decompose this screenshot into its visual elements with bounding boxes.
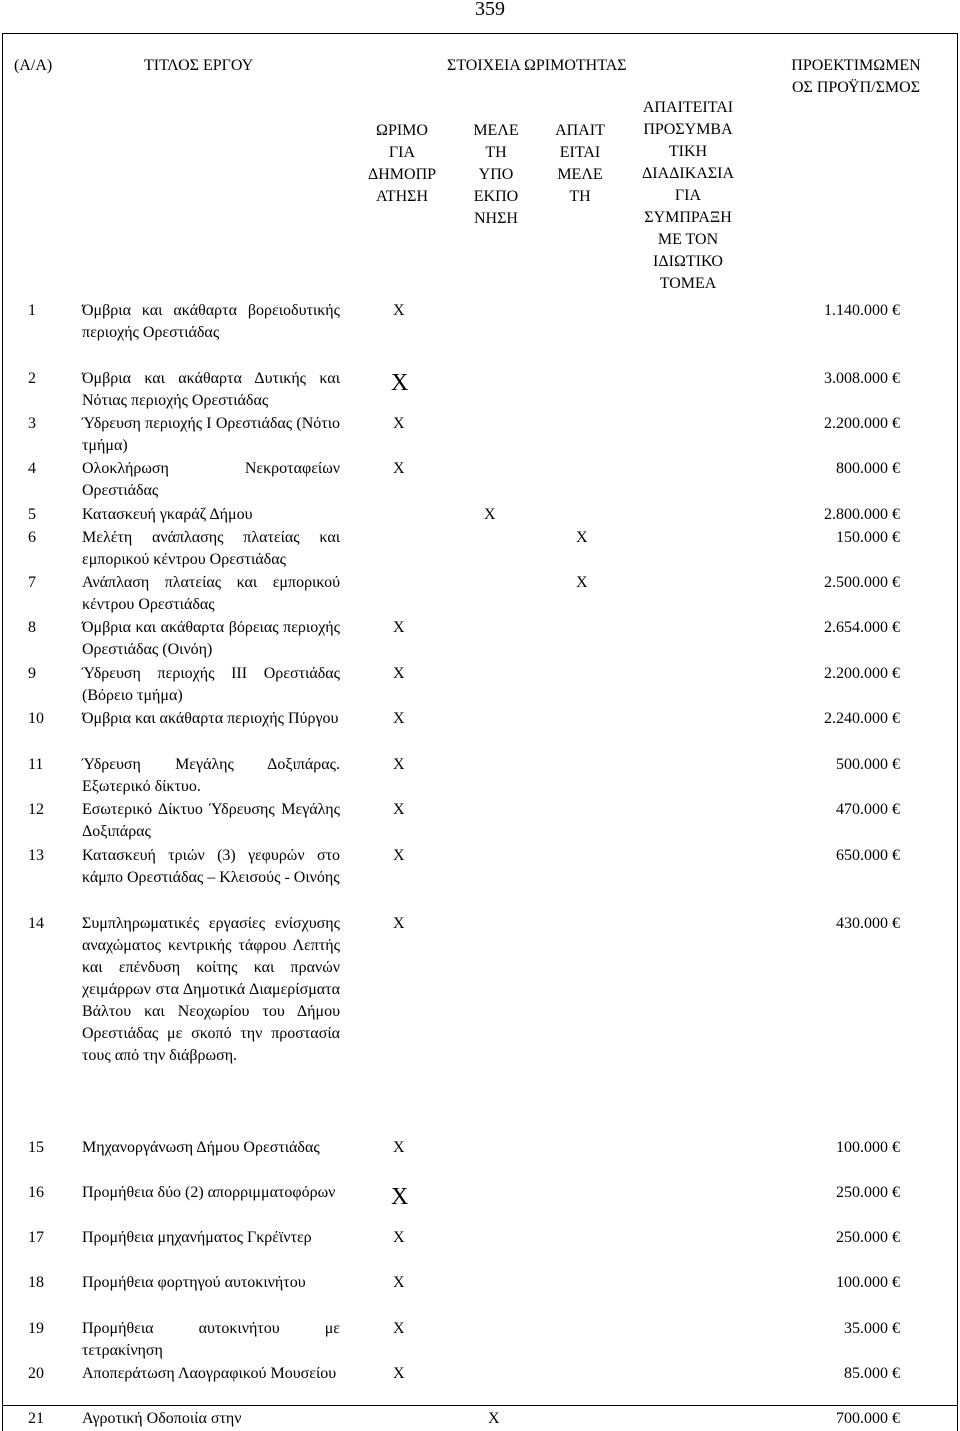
row-title: Προμήθεια δύο (2) απορριμματοφόρων (82, 1184, 336, 1201)
row-cost: 100.000 € (836, 1274, 900, 1291)
header-maturity: ΣΤΟΙΧΕΙΑ ΩΡΙΜΟΤΗΤΑΣ (447, 57, 627, 74)
sub-line: ΝΗΣΗ (474, 210, 518, 227)
row-mark: Χ (393, 847, 405, 864)
row-mark: Χ (393, 302, 405, 319)
sub-line: ΩΡΙΜΟ (376, 122, 428, 139)
row-number: 17 (28, 1229, 44, 1246)
header-sub-study (456, 120, 536, 230)
row-cost: 800.000 € (836, 460, 900, 477)
sub-line: ΓΙΑ (388, 144, 416, 161)
sub-line: ΑΠΑΙΤΕΙΤΑΙ (642, 99, 734, 116)
row-title: Προμήθεια μηχανήματος Γκρέϊντερ (82, 1229, 312, 1246)
row-mark: Χ (393, 619, 405, 636)
row-mark: Χ (393, 1320, 405, 1337)
row-mark: Χ (576, 574, 588, 591)
row-mark: Χ (393, 1229, 405, 1246)
sub-line: ΕΚΠΟ (473, 188, 519, 205)
row-cost: 2.200.000 € (824, 665, 900, 682)
row-number: 16 (28, 1184, 44, 1201)
sub-line: ΑΠΑΙΤ (555, 122, 605, 139)
row-mark: Χ (393, 710, 405, 727)
row-number: 9 (28, 665, 36, 682)
row-mark: Χ (393, 665, 405, 682)
row-number: 11 (28, 756, 44, 773)
row-cost: 470.000 € (836, 801, 900, 818)
row-title: Ύδρευση περιοχής ΙΙΙ Ορεστιάδας (Βόρειο τμήμα) (82, 665, 340, 704)
row-title: Ανάπλαση πλατείας και εμπορικού κέντρου Ορεστιάδας (82, 574, 340, 613)
row-number: 21 (28, 1410, 44, 1427)
header-title: ΤΙΤΛΟΣ ΕΡΓΟΥ (144, 57, 254, 74)
row-mark: Χ (393, 460, 405, 477)
row-cost: 3.008.000 € (824, 370, 900, 387)
header-budget (766, 55, 946, 99)
sub-line: ΣΥΜΠΡΑΞΗ (644, 209, 732, 226)
row-number: 13 (28, 847, 44, 864)
row-cost: 85.000 € (844, 1365, 900, 1382)
row-title: Όμβρια και ακάθαρτα περιοχής Πύργου (82, 710, 339, 727)
row-mark: Χ (393, 915, 405, 932)
row-mark: Χ (393, 1274, 405, 1291)
row-number: 6 (28, 529, 36, 546)
row-mark: Χ (484, 506, 496, 523)
row-mark: Χ (576, 529, 588, 546)
row-number: 5 (28, 506, 36, 523)
row-title: Προμήθεια φορτηγού αυτοκινήτου (82, 1274, 306, 1291)
sub-line: ΙΔΙΩΤΙΚΟ (653, 253, 723, 270)
row-mark: Χ (488, 1410, 500, 1427)
sub-line: ΓΙΑ (674, 187, 702, 204)
sub-line: ΜΕΛΕ (557, 166, 603, 183)
page-number: 359 (475, 0, 505, 20)
row-cost: 35.000 € (844, 1320, 900, 1337)
row-cost: 430.000 € (836, 915, 900, 932)
row-cost: 650.000 € (836, 847, 900, 864)
row-cost: 2.654.000 € (824, 619, 900, 636)
row-cost: 250.000 € (836, 1184, 900, 1201)
header-sub-requires-study (540, 120, 620, 208)
row-number: 14 (28, 915, 44, 932)
row-number: 2 (28, 370, 36, 387)
row-number: 4 (28, 460, 36, 477)
row-cost: 2.500.000 € (824, 574, 900, 591)
sub-line: ΠΡΟΣΥΜΒΑ (643, 121, 733, 138)
row-cost: 500.000 € (836, 756, 900, 773)
row-title: Εσωτερικό Δίκτυο Ύδρευσης Μεγάλης Δοξιπάρας (82, 801, 340, 840)
row-title: Ύδρευση περιοχής Ι Ορεστιάδας (Νότιο τμήμα) (82, 415, 340, 454)
sub-line: ΜΕ ΤΟΝ (657, 231, 719, 248)
row-cost: 1.140.000 € (824, 302, 900, 319)
row-title: Ολοκλήρωση Νεκροταφείων Ορεστιάδας (82, 460, 340, 499)
row-number: 1 (28, 302, 36, 319)
table-left-border (2, 33, 3, 1431)
row-title: Μελέτη ανάπλασης πλατείας και εμπορικού κέντρου Ορεστιάδας (82, 529, 340, 568)
table-rule (2, 1405, 958, 1406)
row-number: 20 (28, 1365, 44, 1382)
row-mark: Χ (393, 1139, 405, 1156)
row-title: Αποπεράτωση Λαογραφικού Μουσείου (82, 1365, 337, 1382)
sub-line: ΑΤΗΣΗ (376, 188, 428, 205)
header-budget-line1: ΠΡΟΕΚΤΙΜΩΜΕΝ (791, 57, 921, 74)
row-cost: 150.000 € (836, 529, 900, 546)
row-title: Προμήθεια αυτοκινήτου με τετρακίνηση (82, 1320, 340, 1359)
table-right-border (957, 33, 958, 1431)
header-sub-ready (352, 120, 452, 208)
row-cost: 250.000 € (836, 1229, 900, 1246)
row-title: Όμβρια και ακάθαρτα βορειοδυτικής περιοχής Ορεστιάδας (82, 302, 340, 341)
row-mark: Χ (393, 1365, 405, 1382)
row-number: 10 (28, 710, 44, 727)
sub-line: ΤΗ (485, 144, 507, 161)
header-sub-ppp (618, 97, 758, 295)
row-title: Κατασκευή τριών (3) γεφυρών στο κάμπο Ορεστιάδας – Κλεισούς - Οινόης (82, 847, 340, 886)
row-number: 15 (28, 1139, 44, 1156)
header-budget-line2: ΟΣ ΠΡΟΫΠ/ΣΜΟΣ (791, 79, 921, 96)
row-number: 7 (28, 574, 36, 591)
row-number: 18 (28, 1274, 44, 1291)
sub-line: ΔΙΑΔΙΚΑΣΙΑ (641, 165, 735, 182)
row-title: Κατασκευή γκαράζ Δήμου (82, 506, 253, 523)
row-mark: Χ (393, 801, 405, 818)
row-title: Αγροτική Οδοποιία στην (82, 1410, 242, 1427)
row-cost: 2.200.000 € (824, 415, 900, 432)
row-mark: Χ (393, 756, 405, 773)
row-cost: 100.000 € (836, 1139, 900, 1156)
row-cost: 2.240.000 € (824, 710, 900, 727)
row-mark: Χ (391, 1184, 409, 1210)
row-cost: 2.800.000 € (824, 506, 900, 523)
sub-line: ΤΗ (569, 188, 591, 205)
header-aa: (Α/Α) (14, 57, 53, 74)
sub-line: ΕΙΤΑΙ (559, 144, 601, 161)
sub-line: ΤΟΜΕΑ (659, 275, 717, 292)
row-number: 19 (28, 1320, 44, 1337)
row-title: Όμβρια και ακάθαρτα Δυτικής και Νότιας περιοχής Ορεστιάδας (82, 370, 340, 409)
table-top-rule (2, 33, 958, 34)
row-title: Μηχανοργάνωση Δήμου Ορεστιάδας (82, 1139, 320, 1156)
row-number: 3 (28, 415, 36, 432)
row-cost: 700.000 € (836, 1410, 900, 1427)
sub-line: ΜΕΛΕ (473, 122, 519, 139)
row-number: 8 (28, 619, 36, 636)
row-title: Όμβρια και ακάθαρτα βόρειας περιοχής Ορεστιάδας (Οινόη) (82, 619, 340, 658)
sub-line: ΔΗΜΟΠΡ (367, 166, 437, 183)
row-number: 12 (28, 801, 44, 818)
sub-line: ΤΙΚΗ (668, 143, 708, 160)
row-mark: Χ (391, 370, 409, 396)
row-mark: Χ (393, 415, 405, 432)
row-title: Συμπληρωματικές εργασίες ενίσχυσης αναχώματος κεντρικής τάφρου Λεπτής και επένδυση κοίτης και πρανών χειμάρρων στα Δημοτικά Διαμερίσματα Βάλτου και Νεοχωρίου του Δήμου Ορεστιάδας με σκοπό την προστασία τους από την διάβρωση. (82, 915, 340, 1064)
row-title: Ύδρευση Μεγάλης Δοξιπάρας. Εξωτερικό δίκτυο. (82, 756, 340, 795)
sub-line: ΥΠΟ (478, 166, 514, 183)
